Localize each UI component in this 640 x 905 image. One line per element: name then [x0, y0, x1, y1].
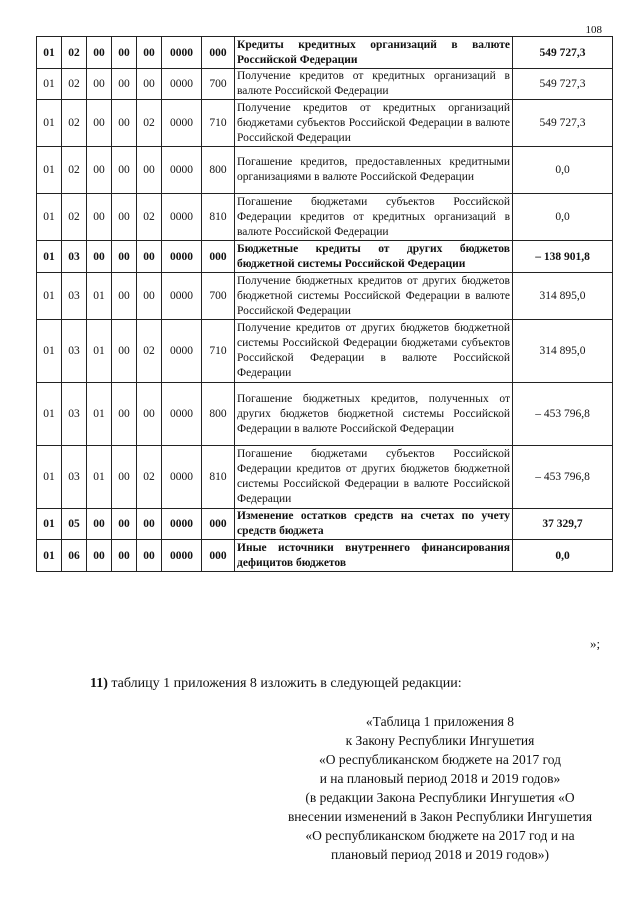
code-cell-5: 00: [137, 37, 162, 69]
code-cell-7: 700: [202, 69, 235, 100]
code-cell-6: 0000: [162, 69, 202, 100]
code-cell-6: 0000: [162, 241, 202, 273]
caption-line: «О республиканском бюджете на 2017 год и на: [305, 828, 575, 843]
code-cell-5: 00: [137, 241, 162, 273]
amount-cell: 314 895,0: [513, 320, 613, 383]
code-cell-7: 000: [202, 509, 235, 540]
code-cell-4: 00: [112, 509, 137, 540]
description-cell: Иные источники внутреннего финансирования дефицитов бюджетов: [235, 540, 513, 572]
code-cell-6: 0000: [162, 383, 202, 446]
table-row: [37, 37, 613, 69]
code-cell-2: 06: [62, 540, 87, 572]
code-cell-7: 810: [202, 194, 235, 241]
amount-cell: 549 727,3: [513, 100, 613, 147]
code-cell-2: 02: [62, 37, 87, 69]
code-cell-4: 00: [112, 37, 137, 69]
code-cell-1: 01: [37, 273, 62, 320]
code-cell-1: 01: [37, 100, 62, 147]
code-cell-7: 000: [202, 241, 235, 273]
code-cell-7: 700: [202, 273, 235, 320]
code-cell-6: 0000: [162, 37, 202, 69]
code-cell-1: 01: [37, 540, 62, 572]
code-cell-4: 00: [112, 273, 137, 320]
description-cell: Кредиты кредитных организаций в валюте Российской Федерации: [235, 37, 513, 69]
description-cell: Получение кредитов от других бюджетов бюджетной системы Российской Федерации бюджетами субъектов Российской Федерации в валюте Российской Федерации: [235, 320, 513, 383]
code-cell-2: 02: [62, 194, 87, 241]
code-cell-1: 01: [37, 194, 62, 241]
caption-line: к Закону Республики Ингушетия: [345, 733, 535, 748]
description-cell: Получение кредитов от кредитных организаций в валюте Российской Федерации: [235, 69, 513, 100]
code-cell-2: 02: [62, 69, 87, 100]
code-cell-5: 02: [137, 100, 162, 147]
caption-line: «Таблица 1 приложения 8: [365, 714, 515, 729]
caption-line: внесении изменений в Закон Республики Ингушетия: [287, 809, 593, 824]
code-cell-3: 00: [87, 241, 112, 273]
code-cell-4: 00: [112, 147, 137, 194]
amount-cell: 314 895,0: [513, 273, 613, 320]
code-cell-6: 0000: [162, 100, 202, 147]
code-cell-3: 00: [87, 37, 112, 69]
code-cell-3: 00: [87, 509, 112, 540]
code-cell-4: 00: [112, 100, 137, 147]
code-cell-4: 00: [112, 194, 137, 241]
code-cell-5: 00: [137, 540, 162, 572]
amount-cell: 0,0: [513, 540, 613, 572]
code-cell-6: 0000: [162, 194, 202, 241]
caption-line: плановый период 2018 и 2019 годов»): [331, 847, 549, 862]
code-cell-4: 00: [112, 241, 137, 273]
code-cell-7: 800: [202, 147, 235, 194]
amount-cell: – 453 796,8: [513, 446, 613, 509]
code-cell-5: 00: [137, 69, 162, 100]
description-cell: Получение бюджетных кредитов от других бюджетов бюджетной системы Российской Федерации в валюте Российской Федерации: [235, 273, 513, 320]
code-cell-7: 000: [202, 540, 235, 572]
code-cell-2: 03: [62, 446, 87, 509]
amount-cell: 549 727,3: [513, 37, 613, 69]
code-cell-4: 00: [112, 446, 137, 509]
description-cell: Получение кредитов от кредитных организаций бюджетами субъектов Российской Федерации в валюте Российской Федерации: [235, 100, 513, 147]
amount-cell: 37 329,7: [513, 509, 613, 540]
code-cell-7: 710: [202, 320, 235, 383]
code-cell-3: 01: [87, 446, 112, 509]
code-cell-3: 00: [87, 540, 112, 572]
amount-cell: 549 727,3: [513, 69, 613, 100]
code-cell-3: 00: [87, 69, 112, 100]
code-cell-1: 01: [37, 446, 62, 509]
code-cell-3: 00: [87, 100, 112, 147]
code-cell-3: 01: [87, 383, 112, 446]
code-cell-7: 710: [202, 100, 235, 147]
table-row: [37, 273, 613, 320]
amount-cell: – 453 796,8: [513, 383, 613, 446]
code-cell-6: 0000: [162, 446, 202, 509]
description-cell: Погашение бюджетами субъектов Российской Федерации кредитов от других бюджетов бюджетной системы Российской Федерации в валюте Российской Федерации: [235, 446, 513, 509]
code-cell-3: 01: [87, 273, 112, 320]
code-cell-4: 00: [112, 540, 137, 572]
caption-line: «О республиканском бюджете на 2017 год: [318, 752, 562, 767]
amendment-instruction: [90, 676, 462, 692]
code-cell-5: 00: [137, 273, 162, 320]
code-cell-6: 0000: [162, 320, 202, 383]
table-row: [37, 509, 613, 540]
description-cell: Бюджетные кредиты от других бюджетов бюджетной системы Российской Федерации: [235, 241, 513, 273]
table-row: [37, 194, 613, 241]
code-cell-4: 00: [112, 383, 137, 446]
description-cell: Погашение кредитов, предоставленных кредитными организациями в валюте Российской Федерации: [235, 147, 513, 194]
code-cell-2: 02: [62, 100, 87, 147]
code-cell-4: 00: [112, 320, 137, 383]
instruction-number: 11): [90, 676, 108, 691]
table-row: [37, 446, 613, 509]
code-cell-6: 0000: [162, 147, 202, 194]
code-cell-5: 02: [137, 320, 162, 383]
code-cell-2: 03: [62, 241, 87, 273]
code-cell-7: 810: [202, 446, 235, 509]
code-cell-1: 01: [37, 383, 62, 446]
table-caption-block: [280, 712, 600, 864]
amount-cell: 0,0: [513, 147, 613, 194]
description-cell: Изменение остатков средств на счетах по учету средств бюджета: [235, 509, 513, 540]
code-cell-2: 02: [62, 147, 87, 194]
code-cell-1: 01: [37, 37, 62, 69]
table-row: [37, 383, 613, 446]
code-cell-5: 02: [137, 194, 162, 241]
amount-cell: 0,0: [513, 194, 613, 241]
code-cell-6: 0000: [162, 540, 202, 572]
code-cell-3: 01: [87, 320, 112, 383]
instruction-text: таблицу 1 приложения 8 изложить в следующей редакции:: [107, 676, 462, 691]
table-row: [37, 100, 613, 147]
code-cell-2: 05: [62, 509, 87, 540]
amount-cell: – 138 901,8: [513, 241, 613, 273]
code-cell-1: 01: [37, 69, 62, 100]
caption-line: и на плановый период 2018 и 2019 годов»: [319, 771, 561, 786]
code-cell-5: 00: [137, 147, 162, 194]
code-cell-1: 01: [37, 241, 62, 273]
code-cell-3: 00: [87, 194, 112, 241]
table-closing-quote: »;: [590, 636, 601, 651]
code-cell-2: 03: [62, 320, 87, 383]
code-cell-6: 0000: [162, 509, 202, 540]
code-cell-6: 0000: [162, 273, 202, 320]
description-cell: Погашение бюджетных кредитов, полученных от других бюджетов бюджетной системы Российской Федерации в валюте Российской Федерации: [235, 383, 513, 446]
budget-sources-table: [36, 36, 613, 572]
code-cell-2: 03: [62, 273, 87, 320]
code-cell-1: 01: [37, 320, 62, 383]
code-cell-4: 00: [112, 69, 137, 100]
table-row: [37, 241, 613, 273]
code-cell-2: 03: [62, 383, 87, 446]
code-cell-1: 01: [37, 147, 62, 194]
table-row: [37, 540, 613, 572]
table-row: [37, 147, 613, 194]
code-cell-1: 01: [37, 509, 62, 540]
table-row: [37, 69, 613, 100]
code-cell-7: 800: [202, 383, 235, 446]
code-cell-5: 00: [137, 509, 162, 540]
code-cell-3: 00: [87, 147, 112, 194]
page-number: 108: [585, 24, 602, 36]
code-cell-5: 00: [137, 383, 162, 446]
table-row: [37, 320, 613, 383]
code-cell-5: 02: [137, 446, 162, 509]
code-cell-7: 000: [202, 37, 235, 69]
caption-line: (в редакции Закона Республики Ингушетия «О: [305, 790, 575, 805]
description-cell: Погашение бюджетами субъектов Российской Федерации кредитов от кредитных организаций в валюте Российской Федерации: [235, 194, 513, 241]
